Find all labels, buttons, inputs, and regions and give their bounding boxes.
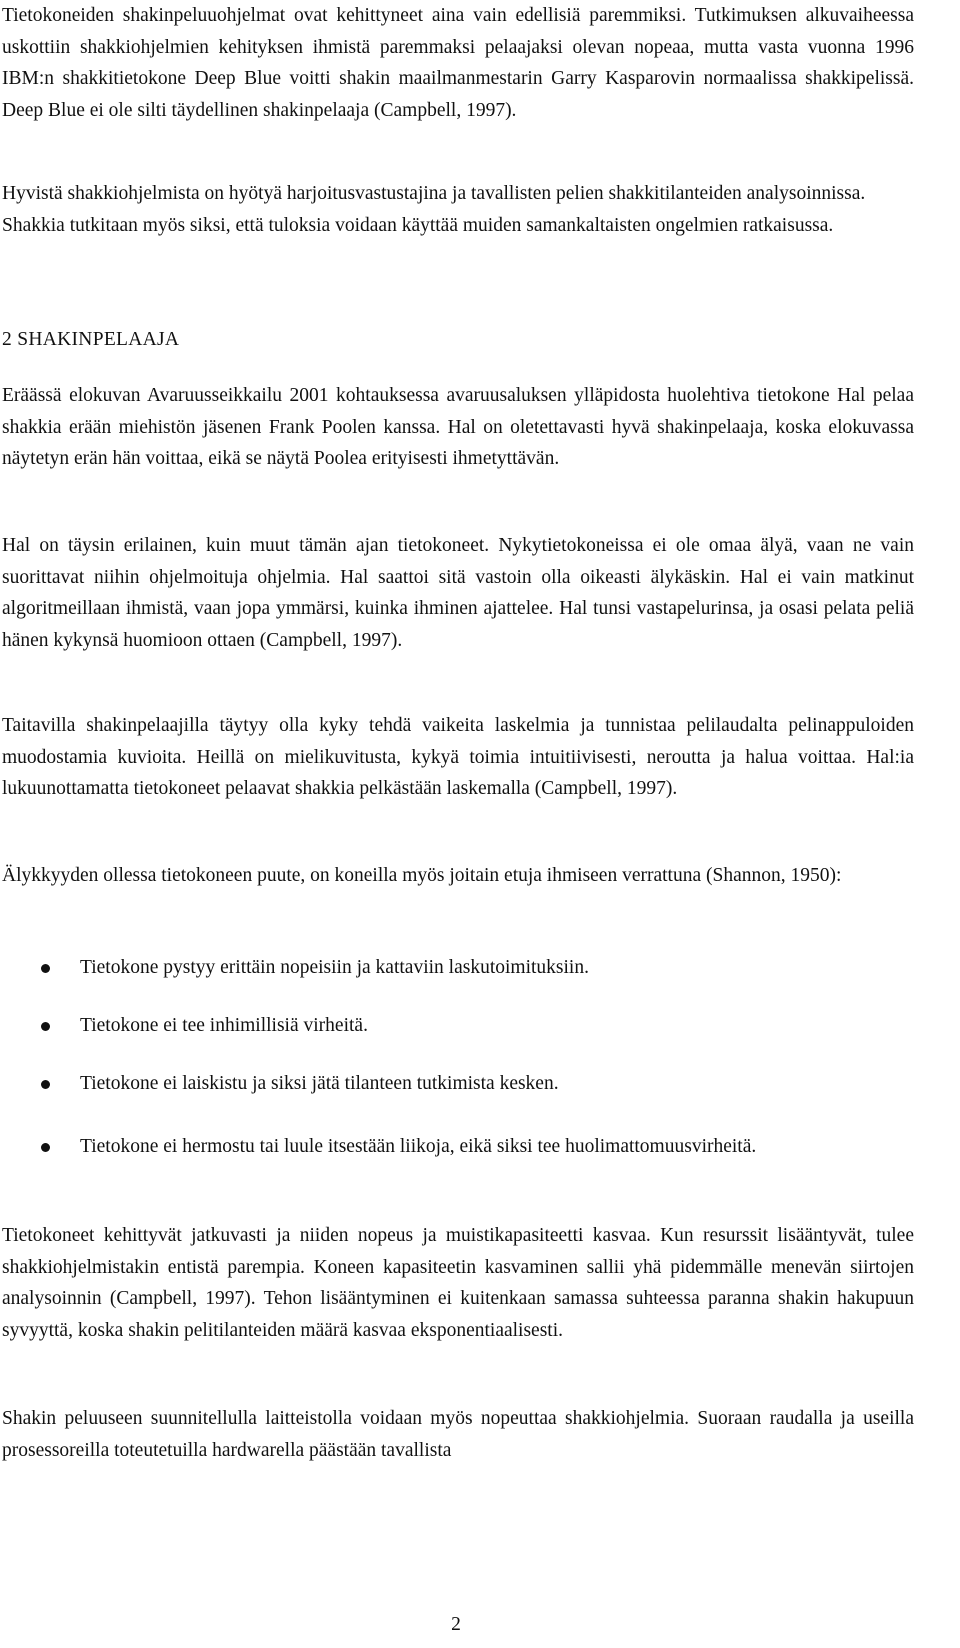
- list-item-text: Tietokone ei laiskistu ja siksi jätä tilanteen tutkimista kesken.: [80, 1073, 559, 1094]
- closing-paragraph-2: Shakin peluuseen suunnitellulla laitteistolla voidaan myös nopeuttaa shakkiohjelmia. Suoraan raudalla ja useilla prosessoreilla toteutetuilla hardwarella päästään tavallista: [2, 1408, 914, 1461]
- bullet-icon: [41, 1022, 50, 1031]
- section-paragraph-2: Hal on täysin erilainen, kuin muut tämän ajan tietokoneet. Nykytietokoneissa ei ole omaa älyä, vaan ne vain suorittavat niihin ohjelmoituja ohjelmia. Hal saattoi sitä vastoin olla oikeasti älykäskin. Hal ei vain matkinut algoritmeillaan ihmistä, vaan jopa ymmärsi, kuinka ihminen ajattelee. Hal tunsi vastapelurinsa, ja osasi pelata peliä hänen kykynsä huomioon ottaen (Campbell, 1997).: [2, 535, 914, 651]
- bullet-icon: [41, 1143, 50, 1152]
- page-number: 2: [451, 1614, 461, 1635]
- list-item-text: Tietokone ei tee inhimillisiä virheitä.: [80, 1015, 368, 1036]
- list-item-text: Tietokone ei hermostu tai luule itsestään liikoja, eikä siksi tee huolimattomuusvirheitä.: [80, 1136, 757, 1157]
- intro-paragraph-2: Hyvistä shakkiohjelmista on hyötyä harjoitusvastustajina ja tavallisten pelien shakkitilanteiden analysoinnissa. Shakkia tutkitaan myös siksi, että tuloksia voidaan käyttää muiden samankaltaisten ongelmien ratkaisussa.: [2, 183, 866, 236]
- section-paragraph-1: Eräässä elokuvan Avaruusseikkailu 2001 kohtauksessa avaruusaluksen ylläpidosta huolehtiva tietokone Hal pelaa shakkia erään miehistön jäsenen Frank Poolen kanssa. Hal on oletettavasti hyvä shakinpelaaja, koska elokuvassa näytetyn erän hän voittaa, eikä se näytä Poolea erityisesti ihmetyttävän.: [2, 385, 914, 469]
- list-item-text: Tietokone pystyy erittäin nopeisiin ja kattaviin laskutoimituksiin.: [80, 957, 589, 978]
- closing-paragraph-1: Tietokoneet kehittyvät jatkuvasti ja niiden nopeus ja muistikapasiteetti kasvaa. Kun resurssit lisääntyvät, tulee shakkiohjelmistakin entistä parempia. Koneen kapasiteetin kasvaminen sallii yhä pidemmälle menevän siirtojen analysoinnin (Campbell, 1997). Tehon lisääntyminen ei kuitenkaan samassa suhteessa paranna shakin hakupuun syvyyttä, koska shakin pelitilanteiden määrä kasvaa eksponentiaalisesti.: [2, 1225, 914, 1341]
- section-paragraph-4: Älykkyyden ollessa tietokoneen puute, on koneilla myös joitain etuja ihmiseen verrattuna (Shannon, 1950):: [2, 865, 842, 886]
- section-paragraph-3: Taitavilla shakinpelaajilla täytyy olla kyky tehdä vaikeita laskelmia ja tunnistaa pelilaudalta pelinappuloiden muodostamia kuvioita. Heillä on mielikuvitusta, kykyä toimia intuitiivisesti, neroutta ja halua voittaa. Hal:ia lukuunottamatta tietokoneet pelaavat shakkia pelkästään laskemalla (Campbell, 1997).: [2, 715, 914, 799]
- section-heading: 2 SHAKINPELAAJA: [2, 329, 180, 350]
- intro-paragraph-1: Tietokoneiden shakinpeluuohjelmat ovat kehittyneet aina vain edellisiä paremmiksi. Tutkimuksen alkuvaiheessa uskottiin shakkiohjelmien kehityksen ihmistä paremmaksi pelaajaksi olevan nopeaa, mutta vasta vuonna 1996 IBM:n shakkitietokone Deep Blue voitti shakin maailmanmestarin Garry Kasparovin normaalissa shakkipelissä. Deep Blue ei ole silti täydellinen shakinpelaaja (Campbell, 1997).: [2, 5, 914, 121]
- bullet-icon: [41, 1080, 50, 1089]
- bullet-icon: [41, 964, 50, 973]
